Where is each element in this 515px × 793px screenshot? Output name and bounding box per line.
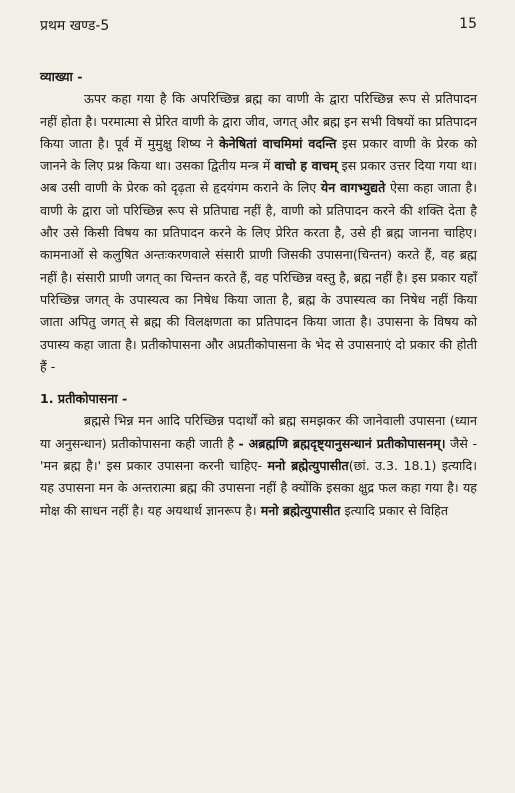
text-run: (छां. उ.3. 18.1) इत्यादि। यह उपासना मन के अन्तरात्मा ब्रह्म की उपासना नहीं है क्योंकि इसका क्षुद्र फल कहा गया है। यह मोक्ष की साधन नहीं है। यह अयथार्थ ज्ञानरूप है। <box>40 458 477 518</box>
paragraph-pratikopasana <box>40 410 477 521</box>
paragraph-vyakhya <box>40 88 477 378</box>
section-heading-vyakhya: व्याख्या - <box>40 69 83 84</box>
bold-quote: वाचो ह वाचम् <box>274 158 338 174</box>
text-run: ब्रह्मसे भिन्न मन आदि परिच्छिन्न पदार्थों को ब्रह्म समझकर की जानेवाली उपासना (ध्यान या अनुसन्धान) प्रतीकोपासना कही जाती है <box>40 413 477 451</box>
bold-quote: येन वागभ्युद्यते <box>320 180 386 196</box>
text-run: इस प्रकार वाणी के प्रेरक को जानने के लिए प्रश्न किया था। उसका द्वितीय मन्त्र में <box>40 135 477 174</box>
text-run: ऐसा कहा जाता है। वाणी के द्वारा जो परिच्छिन्न रूप से प्रतिपाद्य नहीं है, वाणी को प्रतिपादन करने की शक्ति देता है और उसे किसी विषय का प्रतिपादन करने के लिए प्रेरित करता है, उसे ही ब्रह्म जानना चाहिए। कामनाओं से कलुषित अन्तःकरणवाले संसारी प्राणी जिसकी उपासना(चिन्तन) करते हैं, वह ब्रह्म नहीं है। संसारी प्राणी जगत् का चिन्तन करते हैं, वह परिच्छिन्न वस्तु है, ब्रह्म नहीं है। इस प्रकार यहाँ परिच्छिन्न जगत् के उपास्यत्व का निषेध किया जाता है, ब्रह्म के उपास्यत्व का निषेध नहीं किया जाता अपितु जगत् से ब्रह्म की विलक्षणता का प्रतिपादन किया जाता है। उपासना के विषय को उपास्य कहा जाता है। प्रतीकोपासना और अप्रतीकोपासना के भेद से उपासनाएं दो प्रकार की होती हैं - <box>40 180 477 374</box>
bold-quote: - अब्रह्मणि ब्रह्मदृष्ट्यानुसन्धानं प्रतीकोपासनम्। <box>238 435 446 451</box>
bold-quote: मनो ब्रह्मेत्युपासीत <box>267 458 349 474</box>
text-run: ऊपर कहा गया है कि अपरिच्छिन्न ब्रह्म का वाणी के द्वारा परिच्छिन्न रूप से प्रतिपादन नहीं होता है। परमात्मा से प्रेरित वाणी के द्वारा जीव, जगत् और ब्रह्म इन सभी विषयों का प्रतिपादन किया जाता है। पूर्व में मुमुक्षु शिष्य ने <box>40 91 477 151</box>
chapter-title: प्रथम खण्ड-5 <box>40 18 110 34</box>
section-gap <box>40 378 477 388</box>
text-run: जैसे - 'मन ब्रह्म है।' इस प्रकार उपासना करनी चाहिए- <box>40 435 477 474</box>
page-header <box>40 16 477 40</box>
text-run: इस प्रकार उत्तर दिया गया था। अब उसी वाणी के प्रेरक को दृढ़ता से हृदयंगम कराने के लिए <box>40 158 477 196</box>
section-heading-pratikopasana: 1. प्रतीकोपासना - <box>40 391 128 407</box>
bold-quote: केनेषितां वाचमिमां वदन्ति <box>218 135 337 151</box>
page-body <box>40 66 477 522</box>
bold-quote: मनो ब्रह्मेत्युपासीत <box>260 502 341 518</box>
text-run: इत्यादि प्रकार से विहित <box>340 502 449 518</box>
page-number: 15 <box>459 16 477 32</box>
